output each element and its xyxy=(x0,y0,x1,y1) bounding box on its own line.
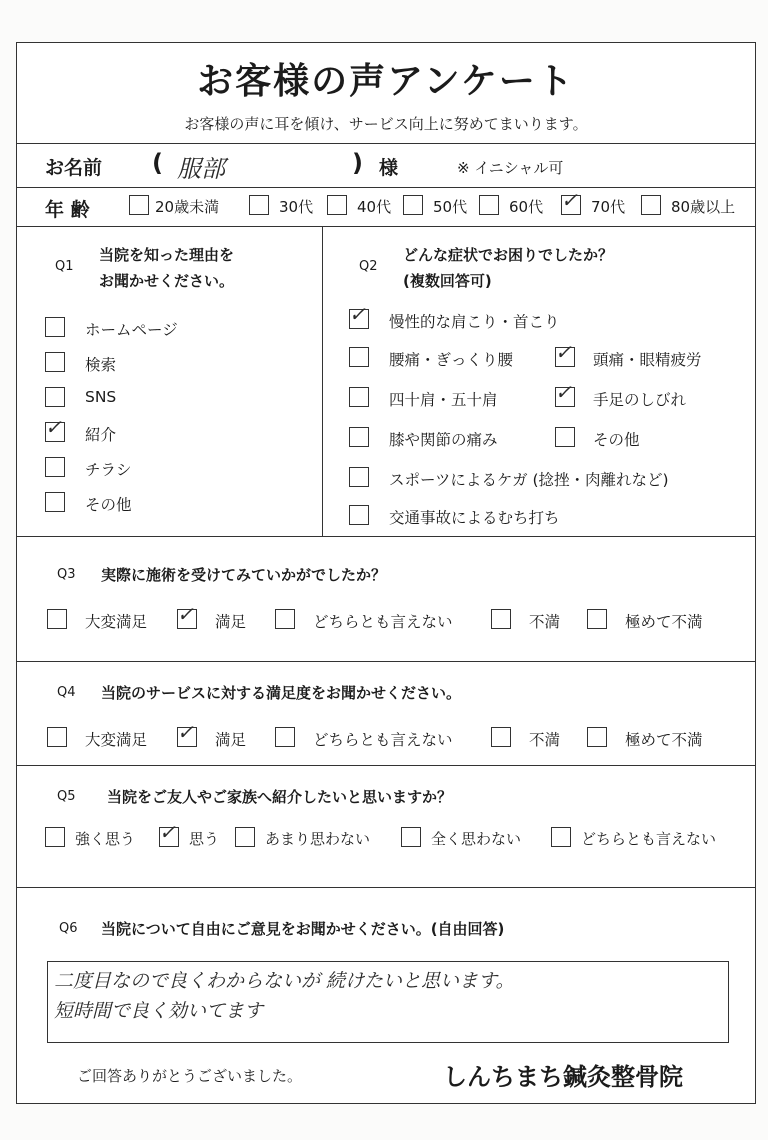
q3-checkbox-2[interactable] xyxy=(177,602,197,629)
page-title: お客様の声アンケート xyxy=(197,61,575,102)
q2-checkbox-4[interactable] xyxy=(349,387,369,407)
age_row-option-label-4: 50代 xyxy=(433,198,468,216)
q3-option-label-3: どちらとも言えない xyxy=(313,613,453,631)
survey-sheet xyxy=(16,42,756,1104)
q2-checkbox-9[interactable] xyxy=(349,505,369,525)
q2-option-label-5: 手足のしびれ xyxy=(593,391,687,409)
q3-number: Q3 xyxy=(57,567,76,582)
q3-option-label-4: 不満 xyxy=(529,613,561,631)
q1-checkbox-1[interactable] xyxy=(45,317,65,337)
age_row-option-label-5: 60代 xyxy=(509,198,544,216)
q3-option-label-2: 満足 xyxy=(215,613,247,631)
age_row-checkbox-4[interactable] xyxy=(403,195,423,215)
q3-checkbox-3[interactable] xyxy=(275,609,295,629)
page-subtitle: お客様の声に耳を傾け、サービス向上に努めてまいります。 xyxy=(184,115,588,133)
q1-checkbox-3[interactable] xyxy=(45,387,65,407)
q1-option-label-4: 紹介 xyxy=(85,426,117,444)
q2-question-line2: (複数回答可) xyxy=(403,272,492,290)
q3-checkbox-1[interactable] xyxy=(47,609,67,629)
q4-checkbox-1[interactable] xyxy=(47,727,67,747)
q1-number: Q1 xyxy=(55,259,74,274)
name-open-paren: ( xyxy=(152,149,163,177)
q5-checkbox-1[interactable] xyxy=(45,827,65,847)
q1-option-label-6: その他 xyxy=(85,496,132,514)
q5-option-label-2: 思う xyxy=(189,830,220,848)
q1-question-line1: 当院を知った理由を xyxy=(99,246,235,264)
check-mark-icon: ✓ xyxy=(555,340,572,364)
comment-line-2: 短時間で良く効いてます xyxy=(54,1000,264,1022)
q3-checkbox-5[interactable] xyxy=(587,609,607,629)
q1-checkbox-5[interactable] xyxy=(45,457,65,477)
q4-option-label-4: 不満 xyxy=(529,731,561,749)
q1-option-label-3: SNS xyxy=(85,388,117,406)
divider xyxy=(17,187,755,188)
q3-checkbox-4[interactable] xyxy=(491,609,511,629)
q5-checkbox-2[interactable] xyxy=(159,820,179,847)
q5-number: Q5 xyxy=(57,789,76,804)
q5-option-label-4: 全く思わない xyxy=(431,830,522,848)
q6-number: Q6 xyxy=(59,921,78,936)
q2-option-label-1: 慢性的な肩こり・首こり xyxy=(389,313,560,331)
q2-checkbox-6[interactable] xyxy=(349,427,369,447)
q1-option-label-5: チラシ xyxy=(85,461,132,479)
check-mark-icon: ✓ xyxy=(177,602,194,626)
check-mark-icon: ✓ xyxy=(349,302,366,326)
check-mark-icon: ✓ xyxy=(555,380,572,404)
age_row-checkbox-6[interactable] xyxy=(561,188,581,215)
q6-question: 当院について自由にご意見をお聞かせください。(自由回答) xyxy=(101,920,505,938)
q1-checkbox-6[interactable] xyxy=(45,492,65,512)
check-mark-icon: ✓ xyxy=(159,820,176,844)
q2-checkbox-2[interactable] xyxy=(349,347,369,367)
name-label: お名前 xyxy=(45,157,103,179)
q3-option-label-5: 極めて不満 xyxy=(625,613,703,631)
q4-checkbox-4[interactable] xyxy=(491,727,511,747)
q4-checkbox-3[interactable] xyxy=(275,727,295,747)
q5-checkbox-4[interactable] xyxy=(401,827,421,847)
q4-option-label-1: 大変満足 xyxy=(85,731,148,749)
q5-checkbox-3[interactable] xyxy=(235,827,255,847)
age_row-option-label-2: 30代 xyxy=(279,198,314,216)
q2-checkbox-7[interactable] xyxy=(555,427,575,447)
q4-option-label-3: どちらとも言えない xyxy=(313,731,453,749)
age_row-checkbox-7[interactable] xyxy=(641,195,661,215)
q2-checkbox-3[interactable] xyxy=(555,340,575,367)
divider xyxy=(17,765,755,766)
q4-checkbox-2[interactable] xyxy=(177,720,197,747)
divider xyxy=(17,143,755,144)
q2-option-label-9: 交通事故によるむち打ち xyxy=(389,509,560,527)
q4-number: Q4 xyxy=(57,685,76,700)
q1-checkbox-2[interactable] xyxy=(45,352,65,372)
age_row-option-label-7: 80歳以上 xyxy=(671,198,736,216)
column-divider xyxy=(322,226,323,536)
q2-option-label-3: 頭痛・眼精疲労 xyxy=(593,351,702,369)
name-close-paren: ) xyxy=(352,149,363,177)
q1-option-label-1: ホームページ xyxy=(85,321,178,339)
q1-option-label-2: 検索 xyxy=(85,356,117,374)
q2-question-line1: どんな症状でお困りでしたか？ xyxy=(403,246,614,264)
q5-option-label-3: あまり思わない xyxy=(265,830,371,848)
q2-option-label-6: 膝や関節の痛み xyxy=(389,431,498,449)
q5-option-label-5: どちらとも言えない xyxy=(581,830,717,848)
name-field[interactable]: 服部 xyxy=(177,155,225,183)
q2-option-label-8: スポーツによるケガ (捻挫・肉離れなど) xyxy=(389,471,669,489)
initial-note: ※ イニシャル可 xyxy=(457,159,564,177)
age_row-option-label-1: 20歳未満 xyxy=(155,198,220,216)
q2-option-label-4: 四十肩・五十肩 xyxy=(389,391,498,409)
age_row-checkbox-2[interactable] xyxy=(249,195,269,215)
comment-line-1: 二度目なので良くわからないが 続けたいと思います。 xyxy=(54,970,515,992)
q4-option-label-2: 満足 xyxy=(215,731,247,749)
clinic-name: しんちまち鍼灸整骨院 xyxy=(443,1063,683,1091)
q5-checkbox-5[interactable] xyxy=(551,827,571,847)
q2-option-label-7: その他 xyxy=(593,431,640,449)
age_row-option-label-3: 40代 xyxy=(357,198,392,216)
q3-option-label-1: 大変満足 xyxy=(85,613,148,631)
name-honorific: 様 xyxy=(379,157,399,179)
q4-checkbox-5[interactable] xyxy=(587,727,607,747)
q1-checkbox-4[interactable] xyxy=(45,415,65,442)
divider xyxy=(17,887,755,888)
age_row-checkbox-5[interactable] xyxy=(479,195,499,215)
q2-checkbox-5[interactable] xyxy=(555,380,575,407)
age_row-checkbox-3[interactable] xyxy=(327,195,347,215)
q5-option-label-1: 強く思う xyxy=(75,830,136,848)
check-mark-icon: ✓ xyxy=(177,720,194,744)
age_row-checkbox-1[interactable] xyxy=(129,195,149,215)
q3-question: 実際に施術を受けてみていかがでしたか？ xyxy=(101,566,387,584)
comment-box[interactable] xyxy=(47,961,729,1043)
q2-checkbox-1[interactable] xyxy=(349,302,369,329)
check-mark-icon: ✓ xyxy=(45,415,62,439)
age-label: 年 齢 xyxy=(45,199,90,221)
divider xyxy=(17,536,755,537)
check-mark-icon: ✓ xyxy=(561,188,578,212)
q4-option-label-5: 極めて不満 xyxy=(625,731,703,749)
q4-question: 当院のサービスに対する満足度をお聞かせください。 xyxy=(101,684,462,702)
q2-number: Q2 xyxy=(359,259,378,274)
divider xyxy=(17,661,755,662)
divider xyxy=(17,226,755,227)
thanks-message: ご回答ありがとうございました。 xyxy=(77,1067,303,1085)
q2-option-label-2: 腰痛・ぎっくり腰 xyxy=(389,351,514,369)
q2-checkbox-8[interactable] xyxy=(349,467,369,487)
q5-question: 当院をご友人やご家族へ紹介したいと思いますか？ xyxy=(107,788,453,806)
q1-question-line2: お聞かせください。 xyxy=(99,272,235,290)
age_row-option-label-6: 70代 xyxy=(591,198,626,216)
